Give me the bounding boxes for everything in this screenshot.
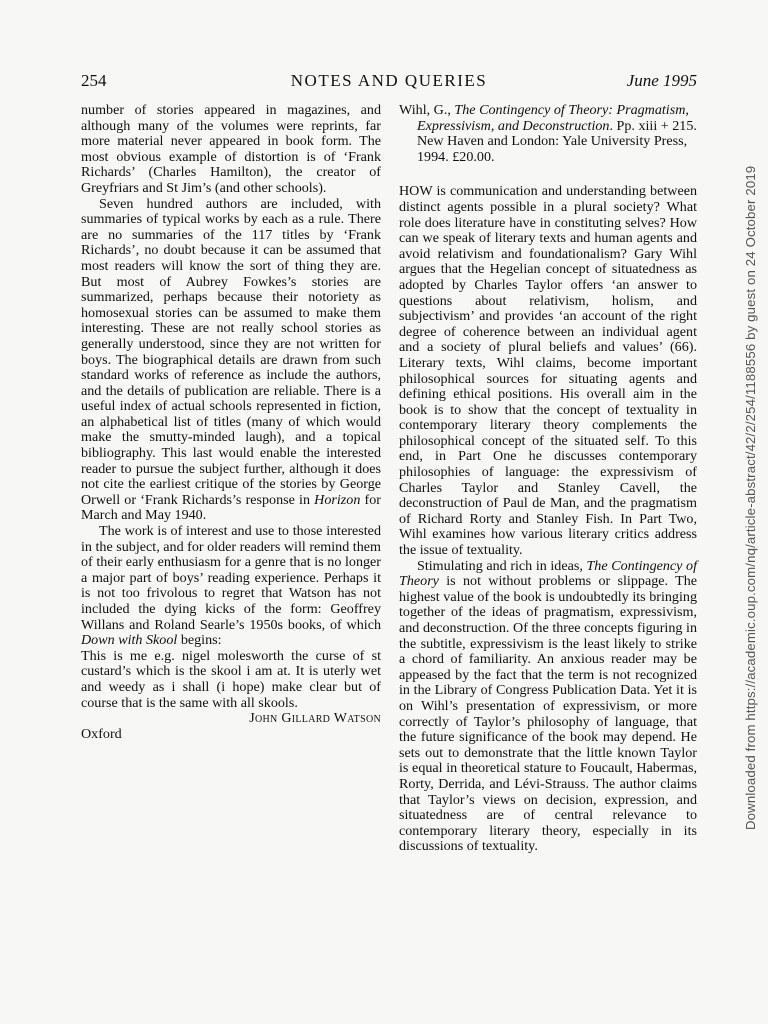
spacer (399, 165, 697, 184)
paragraph: number of stories appeared in magazines, and although many of the volumes were reprints, far more material never appeared in book form. The most obvious example of distortion is of ‘Frank Richards’ (Charles Hamilton), the creator of Greyfriars and St Jim’s (and other schools). (81, 102, 381, 196)
author-signature: John Gillard Watson (249, 711, 381, 727)
right-column (399, 103, 697, 855)
review-citation: Wihl, G., The Contingency of Theory: Pragmatism, Expressivism, and Deconstruction. Pp. xiii + 215. New Haven and London: Yale University Press, 1994. £20.00. (399, 102, 697, 165)
page-number: 254 (81, 71, 107, 90)
paragraph: Seven hundred authors are included, with summaries of typical works by each as a rule. There are no summaries of the 117 titles by ‘Frank Richards’, no doubt because it can be assumed that most readers will know the sort of thing they are. But most of Aubrey Fowkes’s stories are summarized, perhaps because their notoriety as homosexual stories can be assumed to make them interesting. These are not really school stories as generally understood, since they are not written for boys. The biographical details are drawn from such standard works of reference as include the authors, and the details of publication are reliable. There is a useful index of actual schools represented in fiction, an alphabetical list of titles (many of which would make the smutty-minded laugh), and a topical bibliography. This last would enable the interested reader to pursue the subject further, although it does not cite the earliest critique of the stories by George Orwell or ‘Frank Richards’s response in Horizon for March and May 1940. (81, 195, 381, 524)
paragraph: The work is of interest and use to those interested in the subject, and for older readers will remind them of their early enthusiasm for a genre that is no longer a major part of boys’ reading experience. Perhaps it is not too frivolous to regret that Watson has not included the dying kicks of the form: Geoffrey Willans and Roland Searle’s 1950s books, of which Down with Skool begins: (81, 523, 381, 649)
paragraph: Stimulating and rich in ideas, The Contingency of Theory is not without problems or slippage. The highest value of the book is undoubtedly its bringing together of the ideas of pragmatism, expressivism, and deconstruction. Of the three concepts figuring in the subtitle, expressivism is the least likely to strike a chord of familiarity. An anxious reader may be appeased by the fact that the term is not recognized in the Library of Congress Publication Data. Yet it is on Wihl’s presentation of expressivism, or more correctly of Taylor’s philosophy of language, that the future significance of the book may depend. He sets out to demonstrate that the little known Taylor is equal in theoretical stature to Foucault, Habermas, Rorty, Derrida, and Lévi-Strauss. The author claims that Taylor’s views on decision, expression, and situatedness are of central relevance to contemporary literary theory, especially in its discussions of textuality. (399, 557, 697, 855)
download-watermark: Downloaded from https://academic.oup.com/nq/article-abstract/42/2/254/1188556 by guest on 24 October 2019 (743, 165, 758, 830)
left-column (81, 103, 381, 742)
journal-title: NOTES AND QUERIES (290, 71, 488, 90)
paragraph: HOW is communication and understanding between distinct agents possible in a plural society? What role does literature have in constituting selves? How can we speak of literary texts and human agents and avoid relativism and foundationalism? Gary Wihl argues that the Hegelian concept of situatedness as adopted by Charles Taylor offers ‘an answer to questions about relativism, holism, and subjectivism’ and provides ‘an account of the right degree of coherence between an individual agent and a society of plural beliefs and values’ (66). Literary texts, Wihl claims, become important philosophical sources for situating agents and defining ethical positions. His overall aim in the book is to show that the concept of textuality in contemporary literary theory complements the philosophical concept of the situated self. To this end, in Part One he discusses contemporary philosophies of language: the expressivism of Charles Taylor and Stanley Cavell, the deconstruction of Paul de Man, and the pragmatism of Richard Rorty and Stanley Fish. In Part Two, Wihl examines how various literary critics address the issue of textuality. (399, 183, 697, 559)
block-quote: This is me e.g. nigel molesworth the curse of st custard’s which is the skool i am at. It is uterly wet and weedy as i shall (i hope) make clear but of course that is the same with all skools. (81, 647, 381, 711)
author-location: Oxford (81, 725, 122, 742)
page-header (81, 71, 697, 93)
issue-date: June 1995 (626, 71, 697, 90)
